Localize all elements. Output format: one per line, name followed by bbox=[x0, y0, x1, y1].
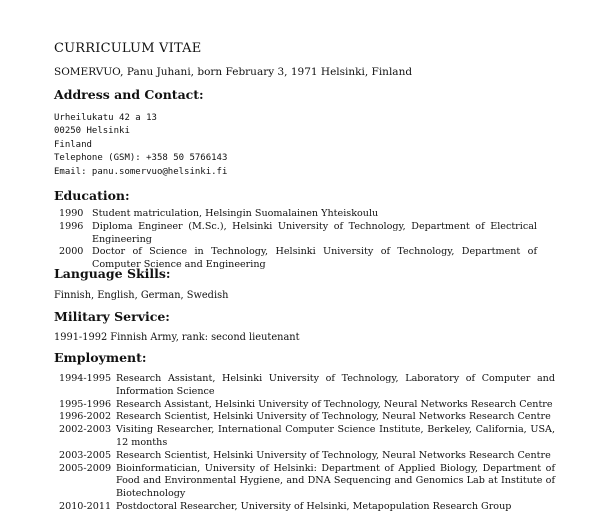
employment-years: 1996-2002 bbox=[59, 411, 112, 423]
education-heading: Education: bbox=[54, 188, 130, 203]
education-list bbox=[59, 208, 537, 272]
document-title: CURRICULUM VITAE bbox=[54, 41, 202, 56]
language-heading: Language Skills: bbox=[54, 266, 171, 281]
employment-text: Research Assistant, Helsinki University of Technology, Neural Networks Research Centre bbox=[116, 398, 553, 410]
employment-row bbox=[59, 399, 555, 412]
address-block bbox=[54, 112, 227, 179]
address-street: Urheilukatu 42 a 13 bbox=[54, 113, 157, 123]
employment-row bbox=[59, 501, 555, 514]
address-country: Finland bbox=[54, 139, 92, 150]
person-line: SOMERVUO, Panu Juhani, born February 3, 1971 Helsinki, Finland bbox=[54, 66, 413, 78]
address-email: Email: panu.somervuo@helsinki.fi bbox=[54, 166, 228, 177]
employment-years: 1994-1995 bbox=[59, 373, 112, 384]
military-heading: Military Service: bbox=[54, 309, 170, 324]
employment-years: 2010-2011 bbox=[59, 500, 112, 512]
employment-row bbox=[59, 373, 555, 399]
employment-list bbox=[59, 373, 555, 514]
education-text: Student matriculation, Helsingin Suomalainen Yhteiskoulu bbox=[92, 208, 379, 219]
employment-text: Postdoctoral Researcher, University of Helsinki, Metapopulation Research Group bbox=[116, 500, 512, 512]
employment-text: Research Assistant, Helsinki University of Technology, Laboratory of Computer and Information Science bbox=[116, 373, 555, 397]
employment-years: 2003-2005 bbox=[59, 449, 112, 461]
language-list: Finnish, English, German, Swedish bbox=[54, 290, 229, 301]
employment-row bbox=[59, 450, 555, 463]
education-year: 1990 bbox=[59, 208, 84, 219]
education-year: 1996 bbox=[59, 220, 84, 232]
employment-row bbox=[59, 411, 555, 424]
employment-text: Research Scientist, Helsinki University of Technology, Neural Networks Research Centre bbox=[116, 411, 551, 423]
military-text: 1991-1992 Finnish Army, rank: second lieutenant bbox=[54, 332, 300, 343]
education-row bbox=[59, 208, 537, 221]
employment-years: 1995-1996 bbox=[59, 398, 112, 410]
employment-text: Bioinformatician, University of Helsinki: Department of Applied Biology, Department of Food and Environmental Hygiene, and DNA Sequencing and Genomics Lab at Institute of Biotechnology bbox=[116, 462, 555, 500]
employment-years: 2005-2009 bbox=[59, 462, 112, 474]
employment-heading: Employment: bbox=[54, 350, 147, 365]
employment-row bbox=[59, 424, 555, 450]
employment-text: Visiting Researcher, International Computer Science Institute, Berkeley, California, USA, 12 months bbox=[116, 424, 555, 448]
education-year: 2000 bbox=[59, 246, 84, 258]
employment-row bbox=[59, 463, 555, 501]
education-text: Diploma Engineer (M.Sc.), Helsinki University of Technology, Department of Electrical Engineering bbox=[92, 220, 537, 245]
employment-text: Research Scientist, Helsinki University of Technology, Neural Networks Research Centre bbox=[116, 449, 551, 461]
address-postcode-city: 00250 Helsinki bbox=[54, 126, 130, 137]
address-telephone: Telephone (GSM): +358 50 5766143 bbox=[54, 153, 228, 164]
education-text: Doctor of Science in Technology, Helsinki University of Technology, Department of Computer Science and Engineering bbox=[92, 246, 537, 271]
address-heading: Address and Contact: bbox=[54, 87, 204, 102]
education-row bbox=[59, 221, 537, 247]
employment-years: 2002-2003 bbox=[59, 424, 112, 436]
